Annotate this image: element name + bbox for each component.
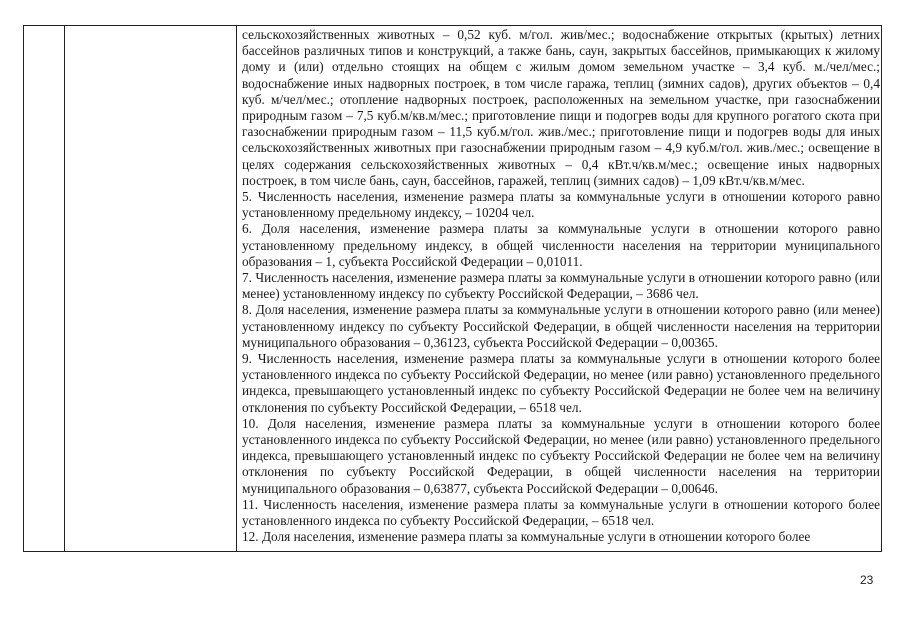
column-divider-2 (236, 26, 237, 551)
paragraph-item-12: 12. Доля населения, изменение размера платы за коммунальные услуги в отношении которого более (242, 529, 811, 545)
paragraph-item-6: 6. Доля населения, изменение размера платы за коммунальные услуги в отношении которого равно установленному предельному индексу, в общей численности населения на территории муниципального образования – 1, субъекта Российской Федерации – 0,01011. (242, 221, 880, 269)
paragraph-consumption-norms: сельскохозяйственных животных – 0,52 куб. м/гол. жив/мес.; водоснабжение открытых (крытых) летних бассейнов различных типов и конструкций, а также бань, саун, закрытых бассейнов, примыкающих к жилому дому и (или) отдельно стоящих на общем с жилым домом земельном участке – 3,4 куб. м./чел/мес.; водоснабжение иных надворных построек, в том числе гаража, теплиц (зимних садов), других объектов – 0,4 куб. м/чел/мес.; отопление надворных построек, расположенных на земельном участке, при газоснабжении природным газом – 7,5 куб.м/кв.м/мес.; приготовление пищи и подогрев воды для крупного рогатого скота при газоснабжении природным газом – 11,5 куб.м/гол. жив./мес.; приготовление пищи и подогрев воды для иных сельскохозяйственных животных при газоснабжении природным газом – 4,9 куб.м/гол. жив./мес.; освещение в целях содержания сельскохозяйственных животных – 0,4 кВт.ч/кв.м/мес.; освещение иных надворных построек, в том числе бань, саун, бассейнов, гаражей, теплиц (зимних садов) – 1,09 кВт.ч/кв.м/мес. (242, 27, 880, 188)
paragraph-item-11: 11. Численность населения, изменение размера платы за коммунальные услуги в отношении которого более установленного индекса по субъекту Российской Федерации, – 6518 чел. (242, 496, 880, 529)
document-table (23, 25, 882, 552)
paragraph-item-9: 9. Численность населения, изменение размера платы за коммунальные услуги в отношении которого более установленного индекса по субъекту Российской Федерации, но менее (или равно) установленного предельного индекса, превышающего установленный индекс по субъекту Российской Федерации не более чем на величину отклонения по субъекту Российской Федерации, – 6518 чел. (242, 351, 880, 415)
page-number: 23 (860, 573, 874, 587)
column-divider-1 (64, 26, 65, 551)
table-content-cell (242, 27, 880, 551)
paragraph-item-10: 10. Доля населения, изменение размера платы за коммунальные услуги в отношении которого более установленного индекса по субъекту Российской Федерации, но менее (или равно) установленного предельного индекса, превышающего установленный индекс по субъекту Российской Федерации не более чем на величину отклонения по субъекту Российской Федерации, в общей численности населения на территории муниципального образования – 0,63877, субъекта Российской Федерации – 0,00646. (242, 415, 880, 496)
paragraph-item-7: 7. Численность населения, изменение размера платы за коммунальные услуги в отношении которого равно (или менее) установленному индексу по субъекту Российской Федерации, – 3686 чел. (242, 270, 880, 302)
paragraph-item-8: 8. Доля населения, изменение размера платы за коммунальные услуги в отношении которого равно (или менее) установленному индексу по субъекту Российской Федерации, в общей численности населения на территории муниципального образования – 0,36123, субъекта Российской Федерации – 0,00365. (242, 302, 880, 350)
paragraph-item-5: 5. Численность населения, изменение размера платы за коммунальные услуги в отношении которого равно установленному предельному индексу, – 10204 чел. (242, 189, 880, 221)
